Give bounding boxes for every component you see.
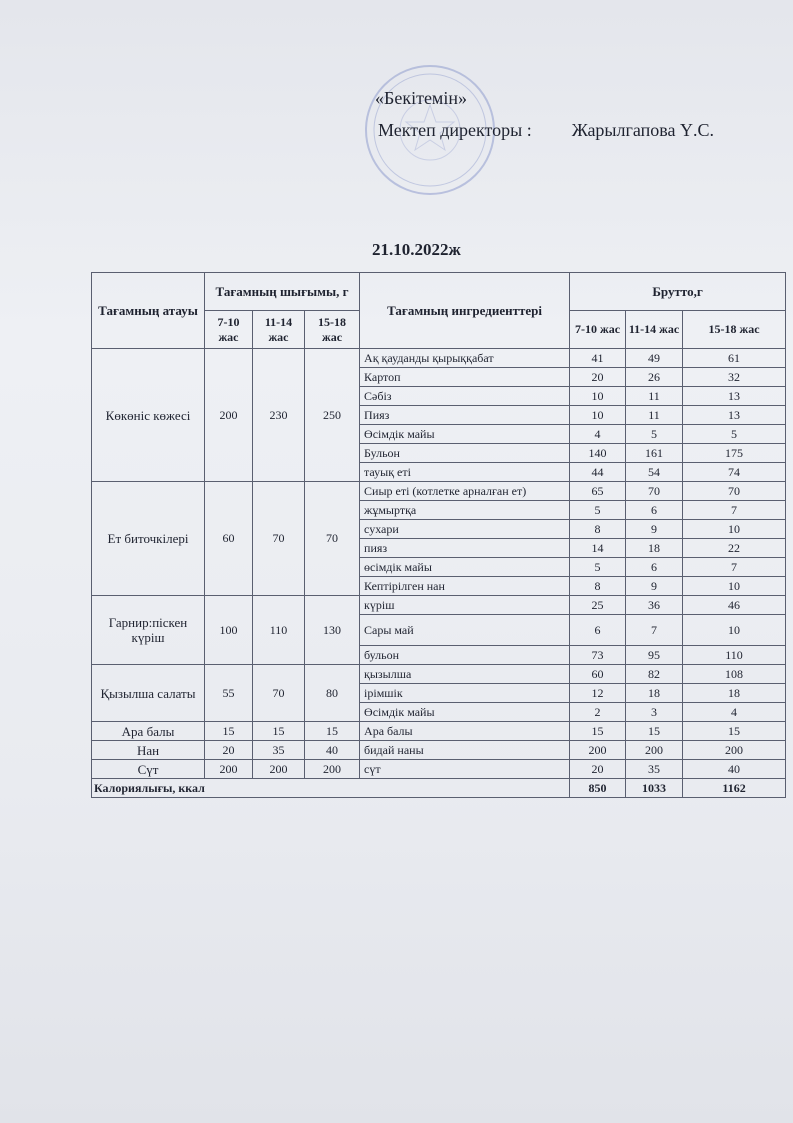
ingredient-brutto-cell: 36 [626,596,683,615]
dish-yield-cell: 35 [253,741,305,760]
dish-yield-cell: 70 [253,482,305,596]
dish-name: Көкөніс көжесі [92,349,205,482]
table-row [92,741,786,760]
ingredient-brutto-cell: 54 [626,463,683,482]
dish-yield-cell: 230 [253,349,305,482]
dish-yield-cell: 15 [205,722,253,741]
ingredient-brutto-cell: 10 [683,577,786,596]
menu-table [91,272,786,798]
dish-name: Ара балы [92,722,205,741]
director-title: Мектеп директоры : [378,120,532,140]
ingredient-name: жұмыртқа [360,501,570,520]
director-line [378,120,714,141]
dish-yield-cell: 130 [305,596,360,665]
ingredient-name: пияз [360,539,570,558]
ingredient-brutto-cell: 12 [570,684,626,703]
ingredient-brutto-cell: 14 [570,539,626,558]
ingredient-brutto-cell: 10 [683,520,786,539]
approval-stamp-text: «Бекітемін» [375,88,467,108]
ingredient-brutto-cell: 6 [626,558,683,577]
ingredient-brutto-cell: 140 [570,444,626,463]
menu-table-body [92,349,786,798]
header-ingredients: Тағамның ингредиенттері [360,273,570,349]
ingredient-brutto-cell: 95 [626,646,683,665]
ingredient-brutto-cell: 60 [570,665,626,684]
dish-yield-cell: 200 [305,760,360,779]
dish-yield-cell: 80 [305,665,360,722]
header-brutto-age-15-18: 15-18 жас [683,311,786,349]
ingredient-brutto-cell: 74 [683,463,786,482]
ingredient-name: Сары май [360,615,570,646]
ingredient-brutto-cell: 5 [570,558,626,577]
ingredient-name: бульон [360,646,570,665]
ingredient-brutto-cell: 20 [570,760,626,779]
director-name: Жарылгапова Ү.С. [571,120,715,140]
ingredient-brutto-cell: 5 [683,425,786,444]
ingredient-brutto-cell: 161 [626,444,683,463]
dish-yield-cell: 70 [305,482,360,596]
ingredient-name: Сәбіз [360,387,570,406]
table-row [92,596,786,615]
ingredient-brutto-cell: 15 [570,722,626,741]
ingredient-name: тауық еті [360,463,570,482]
ingredient-brutto-cell: 11 [626,406,683,425]
dish-yield-cell: 110 [253,596,305,665]
ingredient-brutto-cell: 49 [626,349,683,368]
ingredient-brutto-cell: 18 [683,684,786,703]
ingredient-brutto-cell: 11 [626,387,683,406]
dish-yield-cell: 200 [205,349,253,482]
header-brutto-age-11-14: 11-14 жас [626,311,683,349]
dish-yield-cell: 60 [205,482,253,596]
header-brutto: Брутто,г [570,273,786,311]
dish-yield-cell: 55 [205,665,253,722]
ingredient-brutto-cell: 65 [570,482,626,501]
table-row [92,760,786,779]
ingredient-brutto-cell: 61 [683,349,786,368]
dish-name: Гарнир:піскен күріш [92,596,205,665]
ingredient-name: Ақ қауданды қырыққабат [360,349,570,368]
header-dish-name: Тағамның атауы [92,273,205,349]
ingredient-brutto-cell: 7 [683,501,786,520]
dish-yield-cell: 100 [205,596,253,665]
ingredient-name: Пияз [360,406,570,425]
ingredient-brutto-cell: 26 [626,368,683,387]
dish-yield-cell: 250 [305,349,360,482]
dish-yield-cell: 15 [305,722,360,741]
ingredient-brutto-cell: 10 [570,387,626,406]
dish-yield-cell: 15 [253,722,305,741]
ingredient-name: Кептірілген нан [360,577,570,596]
ingredient-brutto-cell: 2 [570,703,626,722]
table-row [92,482,786,501]
ingredient-name: сүт [360,760,570,779]
ingredient-brutto-cell: 18 [626,684,683,703]
ingredient-name: ірімшік [360,684,570,703]
ingredient-brutto-cell: 35 [626,760,683,779]
ingredient-brutto-cell: 3 [626,703,683,722]
table-row [92,349,786,368]
ingredient-name: қызылша [360,665,570,684]
calories-value: 1033 [626,779,683,798]
ingredient-name: Сиыр еті (котлетке арналған ет) [360,482,570,501]
ingredient-name: бидай наны [360,741,570,760]
ingredient-brutto-cell: 20 [570,368,626,387]
ingredient-name: өсімдік майы [360,558,570,577]
ingredient-brutto-cell: 46 [683,596,786,615]
dish-yield-cell: 40 [305,741,360,760]
ingredient-brutto-cell: 200 [570,741,626,760]
ingredient-brutto-cell: 200 [683,741,786,760]
ingredient-brutto-cell: 25 [570,596,626,615]
table-row [92,665,786,684]
dish-yield-cell: 200 [205,760,253,779]
ingredient-brutto-cell: 70 [683,482,786,501]
ingredient-brutto-cell: 10 [683,615,786,646]
dish-yield-cell: 20 [205,741,253,760]
calories-label: Калориялығы, ккал [92,779,570,798]
ingredient-brutto-cell: 7 [683,558,786,577]
ingredient-brutto-cell: 6 [570,615,626,646]
ingredient-brutto-cell: 10 [570,406,626,425]
header-yield-age-7-10: 7-10 жас [205,311,253,349]
ingredient-brutto-cell: 13 [683,406,786,425]
ingredient-brutto-cell: 9 [626,520,683,539]
ingredient-name: Картоп [360,368,570,387]
ingredient-brutto-cell: 40 [683,760,786,779]
table-row [92,722,786,741]
ingredient-brutto-cell: 22 [683,539,786,558]
ingredient-brutto-cell: 4 [570,425,626,444]
ingredient-name: Бульон [360,444,570,463]
ingredient-brutto-cell: 70 [626,482,683,501]
ingredient-brutto-cell: 4 [683,703,786,722]
document-date: 21.10.2022ж [372,240,461,259]
ingredient-brutto-cell: 6 [626,501,683,520]
ingredient-brutto-cell: 44 [570,463,626,482]
ingredient-brutto-cell: 82 [626,665,683,684]
calories-row [92,779,786,798]
dish-name: Қызылша салаты [92,665,205,722]
ingredient-brutto-cell: 41 [570,349,626,368]
ingredient-name: күріш [360,596,570,615]
dish-name: Ет биточкілері [92,482,205,596]
ingredient-name: Өсімдік майы [360,425,570,444]
dish-yield-cell: 70 [253,665,305,722]
header-yield: Тағамның шығымы, г [205,273,360,311]
header-yield-age-11-14: 11-14 жас [253,311,305,349]
ingredient-name: Ара балы [360,722,570,741]
ingredient-name: Өсімдік майы [360,703,570,722]
ingredient-brutto-cell: 110 [683,646,786,665]
ingredient-name: сухари [360,520,570,539]
ingredient-brutto-cell: 8 [570,520,626,539]
ingredient-brutto-cell: 7 [626,615,683,646]
ingredient-brutto-cell: 108 [683,665,786,684]
calories-value: 1162 [683,779,786,798]
ingredient-brutto-cell: 5 [570,501,626,520]
ingredient-brutto-cell: 18 [626,539,683,558]
dish-yield-cell: 200 [253,760,305,779]
calories-value: 850 [570,779,626,798]
ingredient-brutto-cell: 175 [683,444,786,463]
ingredient-brutto-cell: 200 [626,741,683,760]
ingredient-brutto-cell: 5 [626,425,683,444]
header-yield-age-15-18: 15-18 жас [305,311,360,349]
ingredient-brutto-cell: 32 [683,368,786,387]
ingredient-brutto-cell: 15 [626,722,683,741]
ingredient-brutto-cell: 9 [626,577,683,596]
ingredient-brutto-cell: 13 [683,387,786,406]
header-brutto-age-7-10: 7-10 жас [570,311,626,349]
ingredient-brutto-cell: 73 [570,646,626,665]
dish-name: Сүт [92,760,205,779]
ingredient-brutto-cell: 15 [683,722,786,741]
dish-name: Нан [92,741,205,760]
ingredient-brutto-cell: 8 [570,577,626,596]
